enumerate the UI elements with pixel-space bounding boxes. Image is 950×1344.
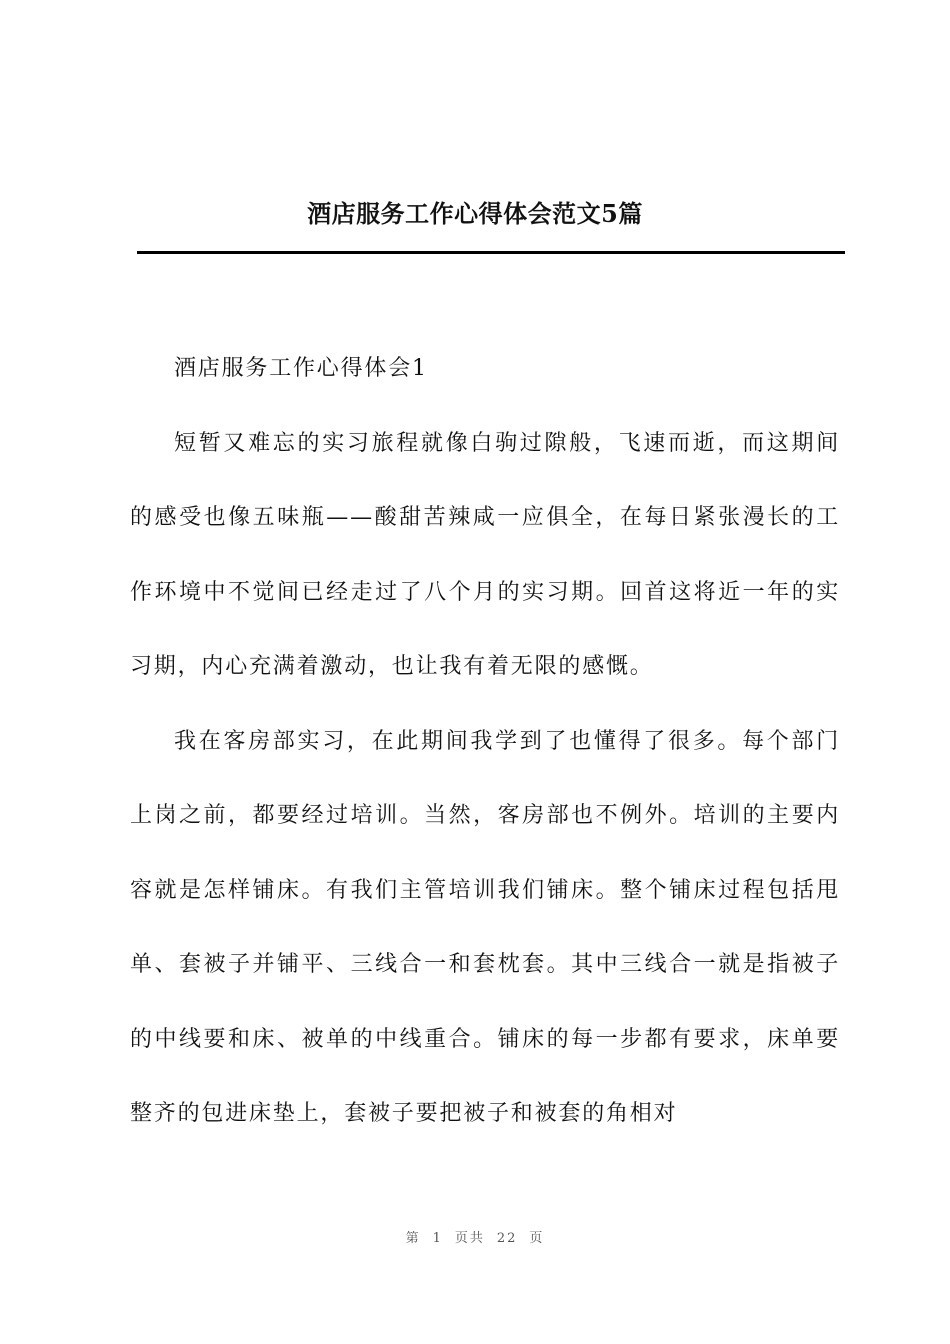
footer-prefix: 第 — [405, 1231, 421, 1246]
title-divider — [137, 251, 845, 254]
paragraph-2: 我在客房部实习，在此期间我学到了也懂得了很多。每个部门上岗之前，都要经过培训。当然，客房部也不例外。培训的主要内容就是怎样铺床。有我们主管培训我们铺床。整个铺床过程包括甩单、套被子并铺平、三线合一和套枕套。其中三线合一就是指被子的中线要和床、被单的中线重合。铺床的每一步都有要求，床单要整齐的包进床垫上，套被子要把被子和被套的角相对 — [130, 728, 840, 1126]
footer-total-pages: 22 — [496, 1231, 518, 1246]
footer-suffix: 页 — [529, 1231, 545, 1246]
section-heading: 酒店服务工作心得体会1 — [174, 356, 428, 381]
paragraph-1: 短暂又难忘的实习旅程就像白驹过隙般，飞速而逝，而这期间的感受也像五味瓶——酸甜苦辣咸一应俱全，在每日紧张漫长的工作环境中不觉间已经走过了八个月的实习期。回首这将近一年的实习期，内心充满着激动，也让我有着无限的感慨。 — [130, 430, 840, 679]
footer-page-number: 1 — [432, 1231, 443, 1246]
page-footer — [0, 1227, 950, 1246]
footer-middle: 页共 — [454, 1231, 485, 1246]
document-title: 酒店服务工作心得体会范文5篇 — [307, 199, 643, 228]
document-body — [130, 332, 840, 1152]
